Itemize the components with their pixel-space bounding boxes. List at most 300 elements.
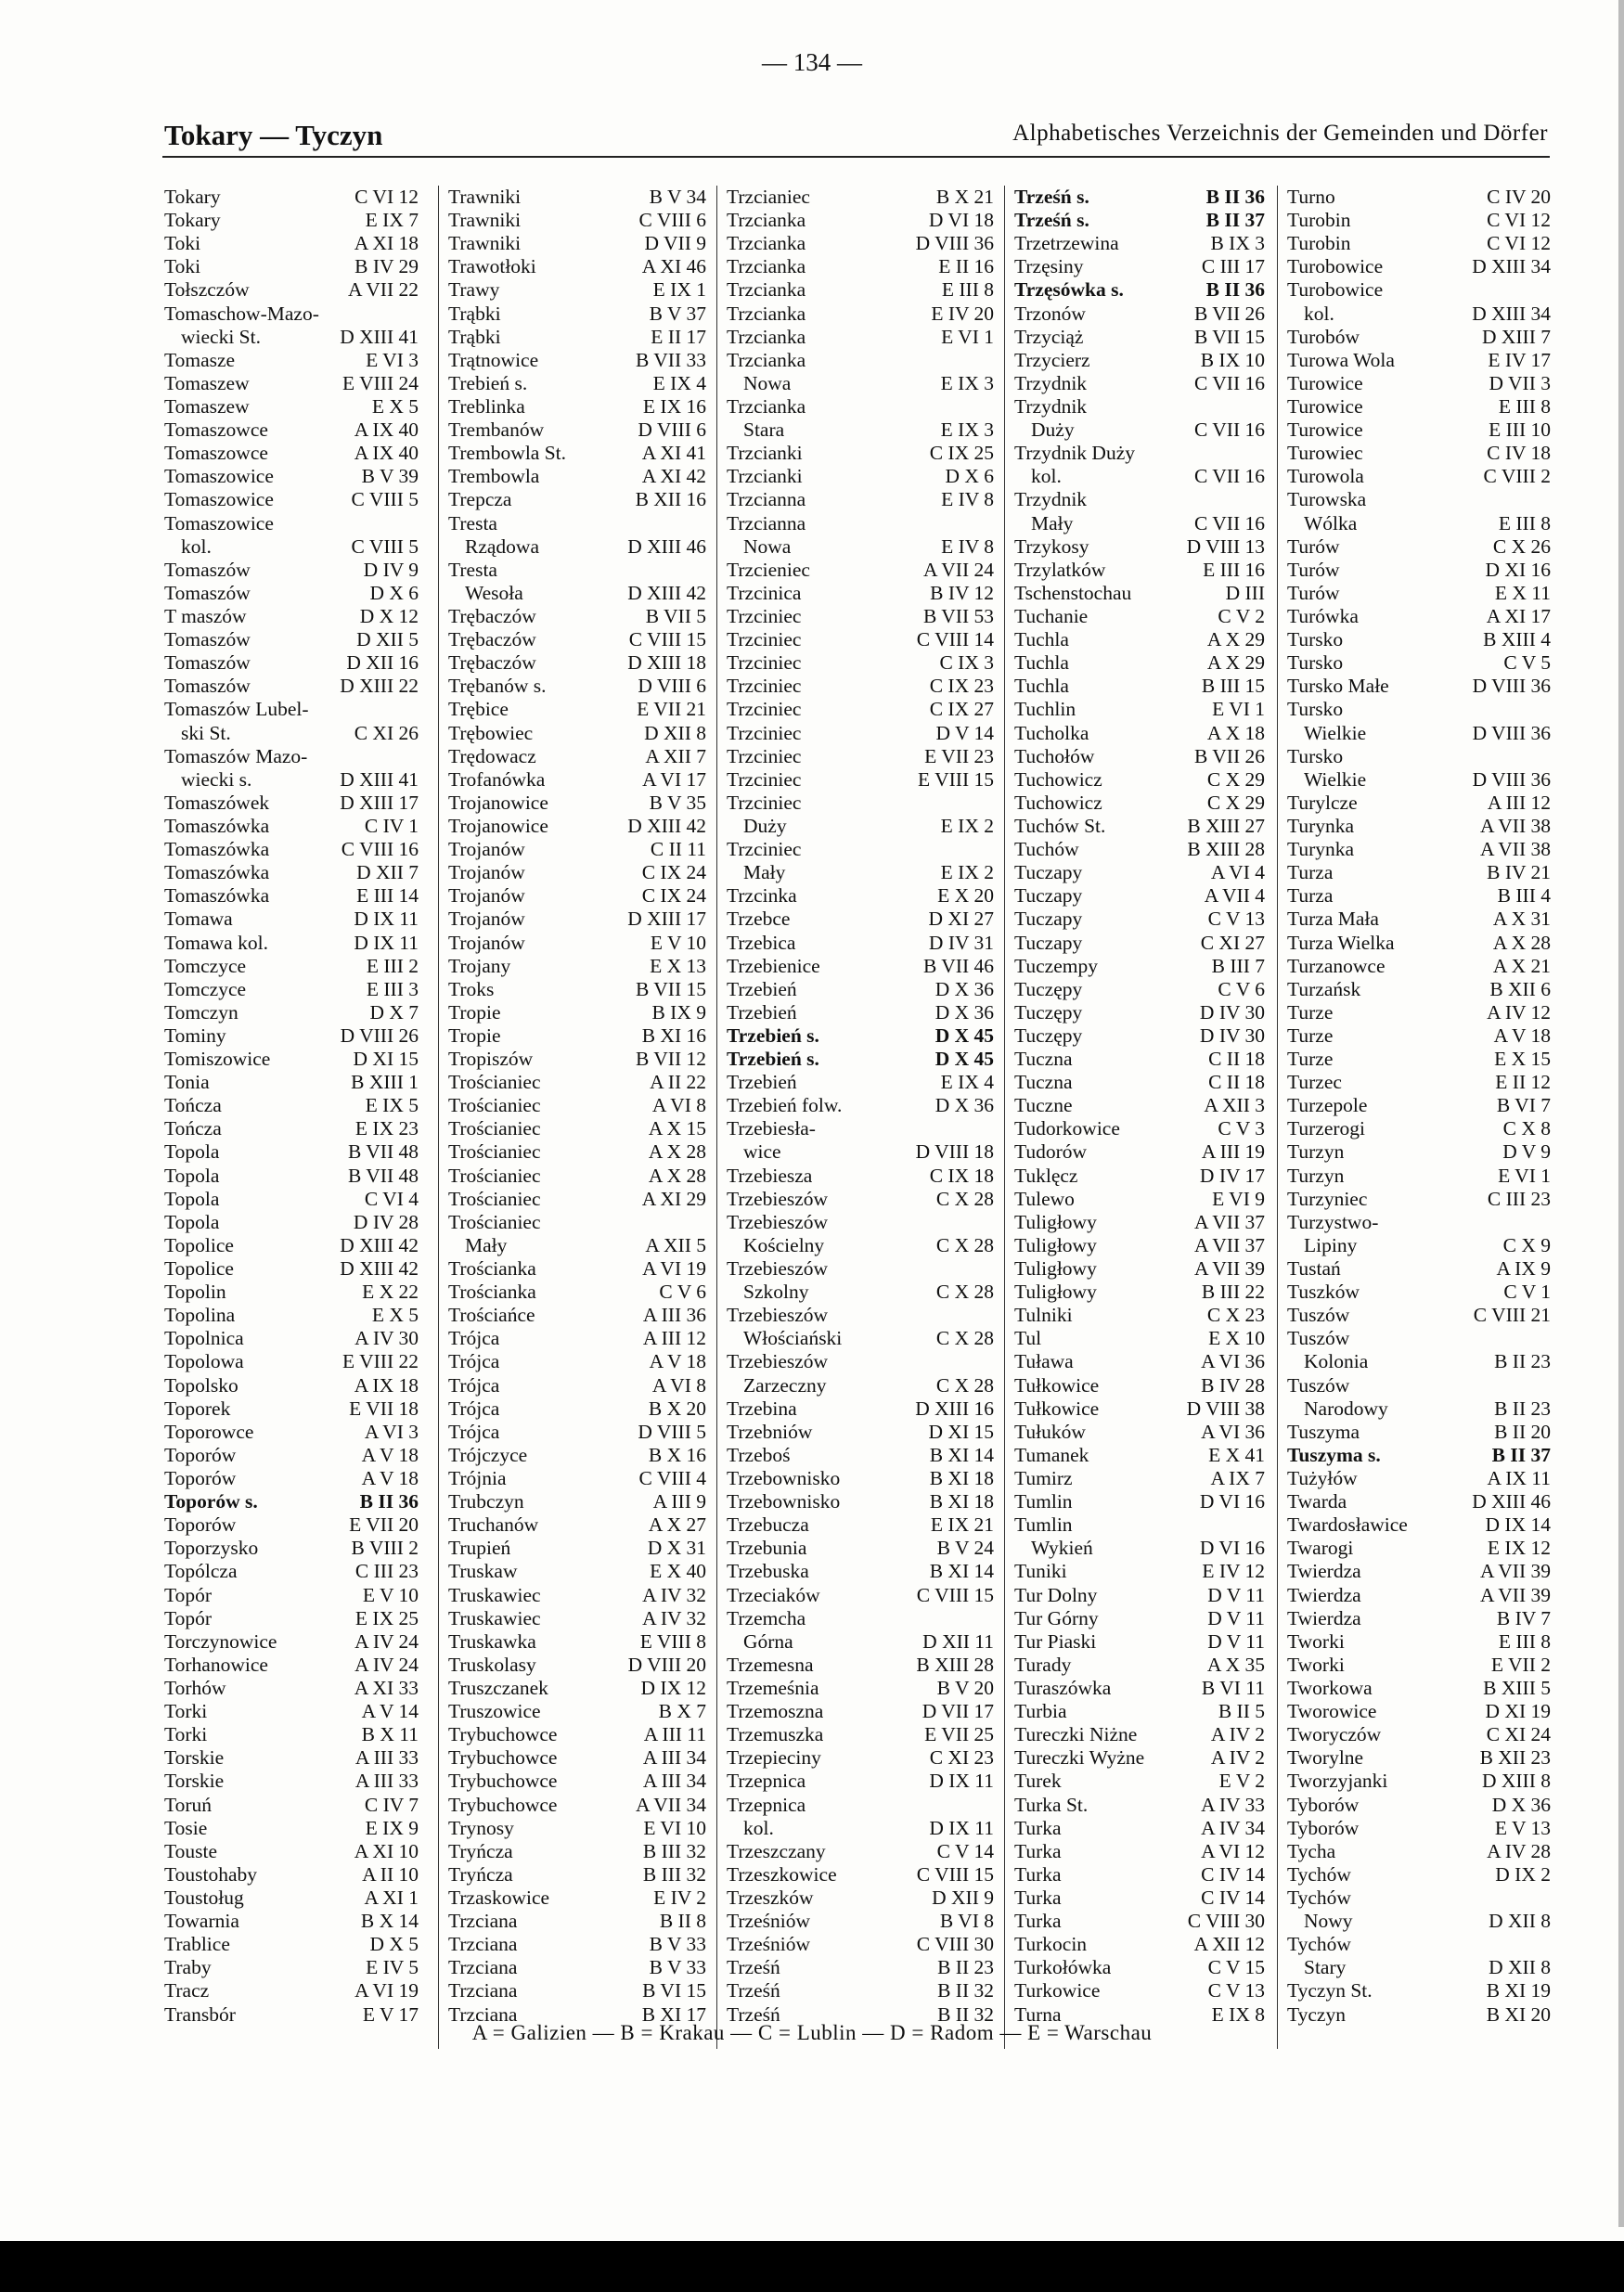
- place-name: Turze: [1287, 1024, 1334, 1047]
- place-name: Trzeboś: [727, 1443, 791, 1466]
- index-entry: [1014, 1001, 1267, 1024]
- index-entry: [1014, 303, 1267, 326]
- grid-reference: B II 20: [1494, 1420, 1551, 1443]
- index-entry: [1014, 255, 1267, 278]
- index-entry: [727, 278, 996, 302]
- place-name: Trawniki: [448, 232, 522, 255]
- grid-reference: B II 32: [937, 1979, 994, 2002]
- place-name: Trzebienice: [727, 954, 820, 977]
- index-entry: [727, 1188, 996, 1211]
- grid-reference: E VII 2: [1490, 1653, 1551, 1676]
- place-name: Topolsko: [164, 1373, 238, 1397]
- place-name: Turkocin: [1014, 1933, 1088, 1956]
- place-name: Lipiny: [1304, 1233, 1358, 1256]
- index-entry: [164, 1723, 420, 1746]
- place-name: Trawotłoki: [448, 255, 536, 278]
- index-entry: [727, 186, 996, 209]
- place-name: Tomaszów: [164, 581, 251, 604]
- grid-reference: E IV 8: [941, 488, 994, 511]
- index-entry: [1287, 1140, 1553, 1164]
- index-entry: [164, 349, 420, 372]
- grid-reference: B XIII 5: [1483, 1677, 1551, 1699]
- grid-reference: E VII 18: [349, 1397, 419, 1420]
- place-name: Tuława: [1014, 1350, 1074, 1373]
- place-name: Mały: [1031, 511, 1074, 534]
- grid-reference: E IX 25: [354, 1606, 419, 1629]
- index-entry: [727, 1048, 996, 1071]
- place-name: Tończa: [164, 1117, 222, 1140]
- place-name: Trzebień: [727, 1071, 797, 1094]
- place-name: Trzebownisko: [727, 1490, 841, 1513]
- place-name: Topola: [164, 1164, 220, 1187]
- index-entry: [448, 1630, 708, 1654]
- place-name: Mały: [465, 1233, 508, 1256]
- index-entry: [1287, 768, 1553, 792]
- index-entry: [1014, 1140, 1267, 1164]
- place-name: Tyborów: [1287, 1793, 1360, 1816]
- place-name: Tuligłowy: [1014, 1210, 1097, 1233]
- place-name: Turobin: [1287, 232, 1351, 255]
- grid-reference: C V 6: [1218, 977, 1265, 1000]
- grid-reference: E V 10: [650, 931, 706, 954]
- place-name: Trójczyce: [448, 1443, 528, 1466]
- place-name: Tuczna: [1014, 1048, 1073, 1071]
- place-name: Turza: [1287, 884, 1334, 908]
- grid-reference: C VIII 21: [1473, 1304, 1551, 1327]
- index-entry: [727, 1654, 996, 1677]
- index-entry: [727, 232, 996, 255]
- grid-reference: A V 14: [361, 1700, 419, 1723]
- grid-reference: C VIII 5: [351, 534, 419, 558]
- grid-reference: B IV 29: [354, 255, 419, 278]
- place-name: Tumlin: [1014, 1513, 1073, 1537]
- index-entry: [448, 442, 708, 465]
- place-name: Trójca: [448, 1350, 500, 1373]
- grid-reference: B II 8: [659, 1910, 706, 1933]
- place-name: Tworki: [1287, 1629, 1345, 1653]
- index-entry: [1287, 535, 1553, 559]
- place-name: Trzylatków: [1014, 558, 1106, 581]
- place-name: Trzcinica: [727, 581, 802, 604]
- grid-reference: C II 11: [650, 838, 706, 861]
- grid-reference: E VII 21: [637, 698, 706, 721]
- place-name: Trójca: [448, 1397, 500, 1420]
- grid-reference: D V 9: [1502, 1140, 1551, 1164]
- place-name: Tuczapy: [1014, 884, 1083, 908]
- index-entry: [1287, 1490, 1553, 1513]
- grid-reference: C IX 27: [929, 698, 994, 721]
- index-entry: [164, 1746, 420, 1770]
- grid-reference: D XIII 17: [340, 791, 419, 814]
- index-entry: [1287, 605, 1553, 628]
- index-entry: [448, 1817, 708, 1840]
- grid-reference: B III 7: [1211, 954, 1265, 977]
- place-name: Tustań: [1287, 1257, 1341, 1281]
- index-entry: [727, 908, 996, 931]
- index-entry: [1014, 465, 1267, 488]
- grid-reference: A IV 24: [354, 1629, 419, 1653]
- index-entry: [448, 628, 708, 651]
- index-entry: [727, 1560, 996, 1583]
- index-entry: [448, 1746, 708, 1770]
- place-name: Trzciniec: [727, 604, 802, 627]
- place-name: Trzciniec: [727, 698, 802, 721]
- grid-reference: C X 29: [1206, 791, 1265, 814]
- index-entry: [1014, 1165, 1267, 1188]
- index-entry: [727, 792, 996, 815]
- place-name: Toki: [164, 232, 201, 255]
- index-entry: [1287, 1165, 1553, 1188]
- place-name: Turka: [1014, 1839, 1062, 1862]
- index-entry: [1287, 1700, 1553, 1723]
- place-name: Twierdza: [1287, 1606, 1361, 1629]
- grid-reference: A VI 17: [642, 767, 706, 791]
- grid-reference: A VI 19: [642, 1257, 706, 1281]
- index-entry: [448, 675, 708, 698]
- index-entry: [448, 884, 708, 908]
- index-entry: [164, 1863, 420, 1886]
- grid-reference: D X 36: [1491, 1793, 1551, 1816]
- index-entry: [1287, 884, 1553, 908]
- grid-reference: E X 10: [1208, 1327, 1265, 1350]
- place-name: Mały: [743, 861, 786, 884]
- index-entry: [727, 1607, 996, 1630]
- grid-reference: E V 10: [362, 1583, 419, 1606]
- grid-reference: D VIII 36: [1472, 767, 1551, 791]
- index-entry: [1014, 1281, 1267, 1304]
- place-name: Towarnia: [164, 1910, 239, 1933]
- index-entry: [1287, 186, 1553, 209]
- index-entry: [1014, 1910, 1267, 1933]
- grid-reference: A VII 37: [1193, 1210, 1265, 1233]
- index-entry: [1014, 1048, 1267, 1071]
- index-entry: [448, 582, 708, 605]
- place-name: Trynosy: [448, 1816, 514, 1839]
- place-name: Tuligłowy: [1014, 1281, 1097, 1304]
- place-name: Trzcianka: [727, 255, 806, 278]
- place-name: Tokary: [164, 209, 221, 232]
- grid-reference: A X 15: [648, 1117, 706, 1140]
- grid-reference: E VI 1: [1212, 698, 1265, 721]
- place-name: Tomawa kol.: [164, 931, 268, 954]
- place-name: Toporów: [164, 1443, 237, 1466]
- index-entry: [164, 1048, 420, 1071]
- index-entry: [1287, 512, 1553, 535]
- grid-reference: D X 36: [934, 977, 994, 1000]
- grid-reference: E III 2: [366, 954, 419, 977]
- grid-reference: A IV 28: [1487, 1839, 1551, 1862]
- grid-reference: D V 11: [1207, 1629, 1265, 1653]
- index-entry: [1287, 861, 1553, 884]
- grid-reference: B X 16: [648, 1443, 706, 1466]
- place-name: Turowice: [1287, 418, 1363, 442]
- grid-reference: E IX 9: [365, 1816, 419, 1839]
- index-entry: [164, 303, 420, 326]
- place-name: Turowice: [1287, 394, 1363, 418]
- grid-reference: A VI 12: [1201, 1839, 1265, 1862]
- place-name: Tułkowice: [1014, 1373, 1100, 1397]
- index-entry: [164, 1211, 420, 1234]
- grid-reference: C VI 12: [1487, 209, 1551, 232]
- place-name: Trościaniec: [448, 1071, 541, 1094]
- place-name: Tumanek: [1014, 1443, 1089, 1466]
- place-name: Torhów: [164, 1677, 226, 1699]
- place-name: Tuszyma: [1287, 1420, 1360, 1443]
- place-name: Trzemeśnia: [727, 1677, 819, 1699]
- grid-reference: D IV 28: [353, 1210, 419, 1233]
- place-name: Tuszków: [1287, 1281, 1360, 1304]
- index-entry: [164, 209, 420, 232]
- grid-reference: B X 21: [935, 186, 994, 208]
- place-name: Turkołówka: [1014, 1956, 1112, 1979]
- place-name: Tomaszówka: [164, 861, 270, 884]
- place-name: Trzcianki: [727, 465, 803, 488]
- grid-reference: C X 28: [935, 1233, 994, 1256]
- grid-reference: C X 8: [1502, 1117, 1551, 1140]
- grid-reference: B IV 7: [1496, 1606, 1551, 1629]
- place-name: Trzeciaków: [727, 1583, 820, 1606]
- grid-reference: A X 28: [648, 1164, 706, 1187]
- grid-reference: C XI 24: [1486, 1723, 1551, 1746]
- place-name: Tyczyn: [1287, 2002, 1346, 2026]
- index-entry: [727, 326, 996, 349]
- grid-reference: E IV 20: [931, 302, 994, 325]
- index-entry: [1287, 395, 1553, 418]
- index-entry: [727, 745, 996, 768]
- index-entry: [164, 1304, 420, 1327]
- grid-reference: C IX 3: [939, 651, 994, 675]
- place-name: Trybuchowce: [448, 1793, 558, 1816]
- grid-reference: B VI 7: [1496, 1094, 1551, 1117]
- grid-reference: A VII 39: [1479, 1560, 1551, 1583]
- place-name: Trzykosy: [1014, 534, 1089, 558]
- grid-reference: B III 32: [642, 1862, 706, 1886]
- index-entry: [1014, 1560, 1267, 1583]
- index-entry: [164, 1024, 420, 1048]
- place-name: Turylcze: [1287, 791, 1358, 814]
- grid-reference: E X 40: [650, 1560, 706, 1583]
- grid-reference: B XI 17: [641, 2002, 706, 2026]
- place-name: Trojanów: [448, 908, 525, 931]
- place-name: Touste: [164, 1839, 218, 1862]
- place-name: Torhanowice: [164, 1653, 268, 1676]
- index-entry: [164, 326, 420, 349]
- place-name: Trojanów: [448, 838, 525, 861]
- grid-reference: E IX 4: [940, 1071, 994, 1094]
- grid-reference: A III 33: [354, 1746, 419, 1770]
- place-name: Truskolasy: [448, 1653, 536, 1676]
- index-entry: [727, 1863, 996, 1886]
- index-entry: [1014, 1513, 1267, 1537]
- grid-reference: E VI 9: [1212, 1187, 1265, 1210]
- grid-reference: B II 23: [1494, 1397, 1551, 1420]
- grid-reference: D V 11: [1207, 1606, 1265, 1629]
- place-name: Trościaniec: [448, 1140, 541, 1164]
- place-name: Tużyłów: [1287, 1467, 1358, 1490]
- index-entry: [1287, 1257, 1553, 1281]
- index-entry: [1014, 768, 1267, 792]
- grid-reference: E III 10: [1489, 418, 1551, 442]
- index-column-1: [164, 186, 420, 2049]
- grid-reference: D VIII 36: [1472, 675, 1551, 698]
- grid-reference: C III 23: [1487, 1187, 1551, 1210]
- grid-reference: C VI 4: [364, 1187, 419, 1210]
- grid-reference: A V 18: [649, 1350, 706, 1373]
- index-entry: [1287, 978, 1553, 1001]
- place-name: Tomczyce: [164, 954, 247, 977]
- index-entry: [1014, 326, 1267, 349]
- grid-reference: D VIII 5: [638, 1420, 706, 1443]
- index-entry: [727, 1211, 996, 1234]
- index-entry: [1287, 1979, 1553, 2002]
- index-entry: [164, 861, 420, 884]
- grid-reference: A X 21: [1492, 954, 1551, 977]
- place-name: Tuchołów: [1014, 744, 1095, 767]
- place-name: Toporów: [164, 1467, 237, 1490]
- grid-reference: D XII 8: [1489, 1956, 1551, 1979]
- grid-reference: C VII 16: [1193, 418, 1265, 442]
- place-name: Tuczępy: [1014, 977, 1083, 1000]
- place-name: Trójca: [448, 1420, 500, 1443]
- grid-reference: A VI 36: [1201, 1420, 1265, 1443]
- grid-reference: C IV 7: [364, 1793, 419, 1816]
- running-head-title: Alphabetisches Verzeichnis der Gemeinden und Dörfer: [1012, 121, 1548, 146]
- index-entry: [1014, 605, 1267, 628]
- grid-reference: E VII 20: [349, 1513, 419, 1537]
- place-name: Turzerogi: [1287, 1117, 1366, 1140]
- index-entry: [1287, 1886, 1553, 1910]
- grid-reference: A IV 2: [1210, 1723, 1265, 1746]
- place-name: Trościaniec: [448, 1164, 541, 1187]
- place-name: Turno: [1287, 186, 1335, 208]
- index-entry: [1014, 1537, 1267, 1560]
- grid-reference: B VI 11: [1201, 1677, 1265, 1699]
- index-entry: [448, 1211, 708, 1234]
- place-name: Tresta: [448, 511, 497, 534]
- place-name: Nowa: [743, 371, 792, 394]
- index-entry: [1014, 372, 1267, 395]
- grid-reference: B III 15: [1201, 675, 1265, 698]
- place-name: Trzciniec: [727, 651, 802, 675]
- grid-reference: A XI 41: [641, 442, 706, 465]
- grid-reference: D IX 11: [354, 931, 419, 954]
- place-name: Trzemuszka: [727, 1723, 824, 1746]
- place-name: Tomczyce: [164, 977, 247, 1000]
- grid-reference: A XI 46: [641, 255, 706, 278]
- index-entry: [164, 1654, 420, 1677]
- place-name: Trzciniec: [727, 791, 802, 814]
- place-name: Tudorkowice: [1014, 1117, 1120, 1140]
- index-entry: [1014, 535, 1267, 559]
- index-entry: [1287, 722, 1553, 745]
- grid-reference: B VII 15: [635, 977, 706, 1000]
- index-entry: [727, 861, 996, 884]
- place-name: Trzebieszów: [727, 1187, 829, 1210]
- place-name: ski St.: [181, 721, 231, 744]
- place-name: Tomawa: [164, 908, 233, 931]
- place-name: Trzcianka: [727, 394, 806, 418]
- grid-reference: D X 6: [945, 465, 994, 488]
- place-name: Trzebniów: [727, 1420, 813, 1443]
- place-name: Toruń: [164, 1793, 213, 1816]
- grid-reference: C VI 12: [1487, 232, 1551, 255]
- index-entry: [1014, 1794, 1267, 1817]
- place-name: Tuchanie: [1014, 604, 1089, 627]
- grid-reference: B IX 3: [1210, 232, 1265, 255]
- place-name: Tuszyma s.: [1287, 1443, 1381, 1466]
- grid-reference: D VIII 36: [915, 232, 994, 255]
- index-entry: [1014, 1770, 1267, 1793]
- grid-reference: B XI 14: [929, 1443, 994, 1466]
- grid-reference: C VIII 5: [351, 488, 419, 511]
- place-name: Trzeszczany: [727, 1839, 826, 1862]
- place-name: Tumlin: [1014, 1490, 1073, 1513]
- grid-reference: B V 39: [361, 465, 419, 488]
- grid-reference: B XII 16: [635, 488, 706, 511]
- place-name: Tryńcza: [448, 1862, 513, 1886]
- place-name: Trościańce: [448, 1304, 535, 1327]
- index-entry: [1014, 1933, 1267, 1956]
- place-name: Tomaszew: [164, 394, 250, 418]
- grid-reference: B IV 28: [1201, 1373, 1265, 1397]
- index-entry: [164, 1327, 420, 1350]
- grid-reference: D IV 17: [1199, 1164, 1265, 1187]
- grid-reference: C VIII 30: [1187, 1910, 1265, 1933]
- place-name: Tomaszów: [164, 675, 251, 698]
- place-name: Trębaczów: [448, 604, 536, 627]
- place-name: Tuczępy: [1014, 1000, 1083, 1024]
- grid-reference: E IX 23: [354, 1117, 419, 1140]
- grid-reference: C X 28: [935, 1281, 994, 1304]
- index-entry: [727, 418, 996, 442]
- place-name: Trościanka: [448, 1257, 536, 1281]
- index-entry: [448, 1607, 708, 1630]
- index-entry: [727, 582, 996, 605]
- place-name: Tuczapy: [1014, 908, 1083, 931]
- place-name: Topolice: [164, 1233, 234, 1256]
- index-entry: [1014, 628, 1267, 651]
- grid-reference: D XIII 42: [627, 581, 706, 604]
- place-name: Toustohaby: [164, 1862, 258, 1886]
- grid-reference: E IV 12: [1202, 1560, 1265, 1583]
- place-name: Torczynowice: [164, 1629, 277, 1653]
- grid-reference: D IX 11: [929, 1770, 994, 1793]
- place-name: Tuczapy: [1014, 931, 1083, 954]
- place-name: Tuczna: [1014, 1071, 1073, 1094]
- grid-reference: C IV 1: [364, 814, 419, 837]
- place-name: Tworkowa: [1287, 1677, 1373, 1699]
- index-entry: [164, 1467, 420, 1490]
- place-name: Wólka: [1304, 511, 1358, 534]
- place-name: Trzciniec: [727, 767, 802, 791]
- grid-reference: E IX 5: [365, 1094, 419, 1117]
- index-entry: [448, 1421, 708, 1444]
- grid-reference: A X 18: [1206, 721, 1265, 744]
- index-entry: [1014, 1071, 1267, 1094]
- grid-reference: D X 45: [934, 1048, 994, 1071]
- place-name: Tursko: [1287, 628, 1344, 651]
- index-entry: [727, 1257, 996, 1281]
- place-name: Torki: [164, 1723, 208, 1746]
- grid-reference: D XIII 18: [627, 651, 706, 675]
- grid-reference: D XII 5: [356, 628, 419, 651]
- place-name: Trojanów: [448, 884, 525, 908]
- place-name: Tropie: [448, 1024, 501, 1047]
- index-entry: [1014, 1327, 1267, 1350]
- place-name: Trzebień s.: [727, 1024, 819, 1047]
- index-entry: [164, 1584, 420, 1607]
- place-name: Tureczki Niżne: [1014, 1723, 1138, 1746]
